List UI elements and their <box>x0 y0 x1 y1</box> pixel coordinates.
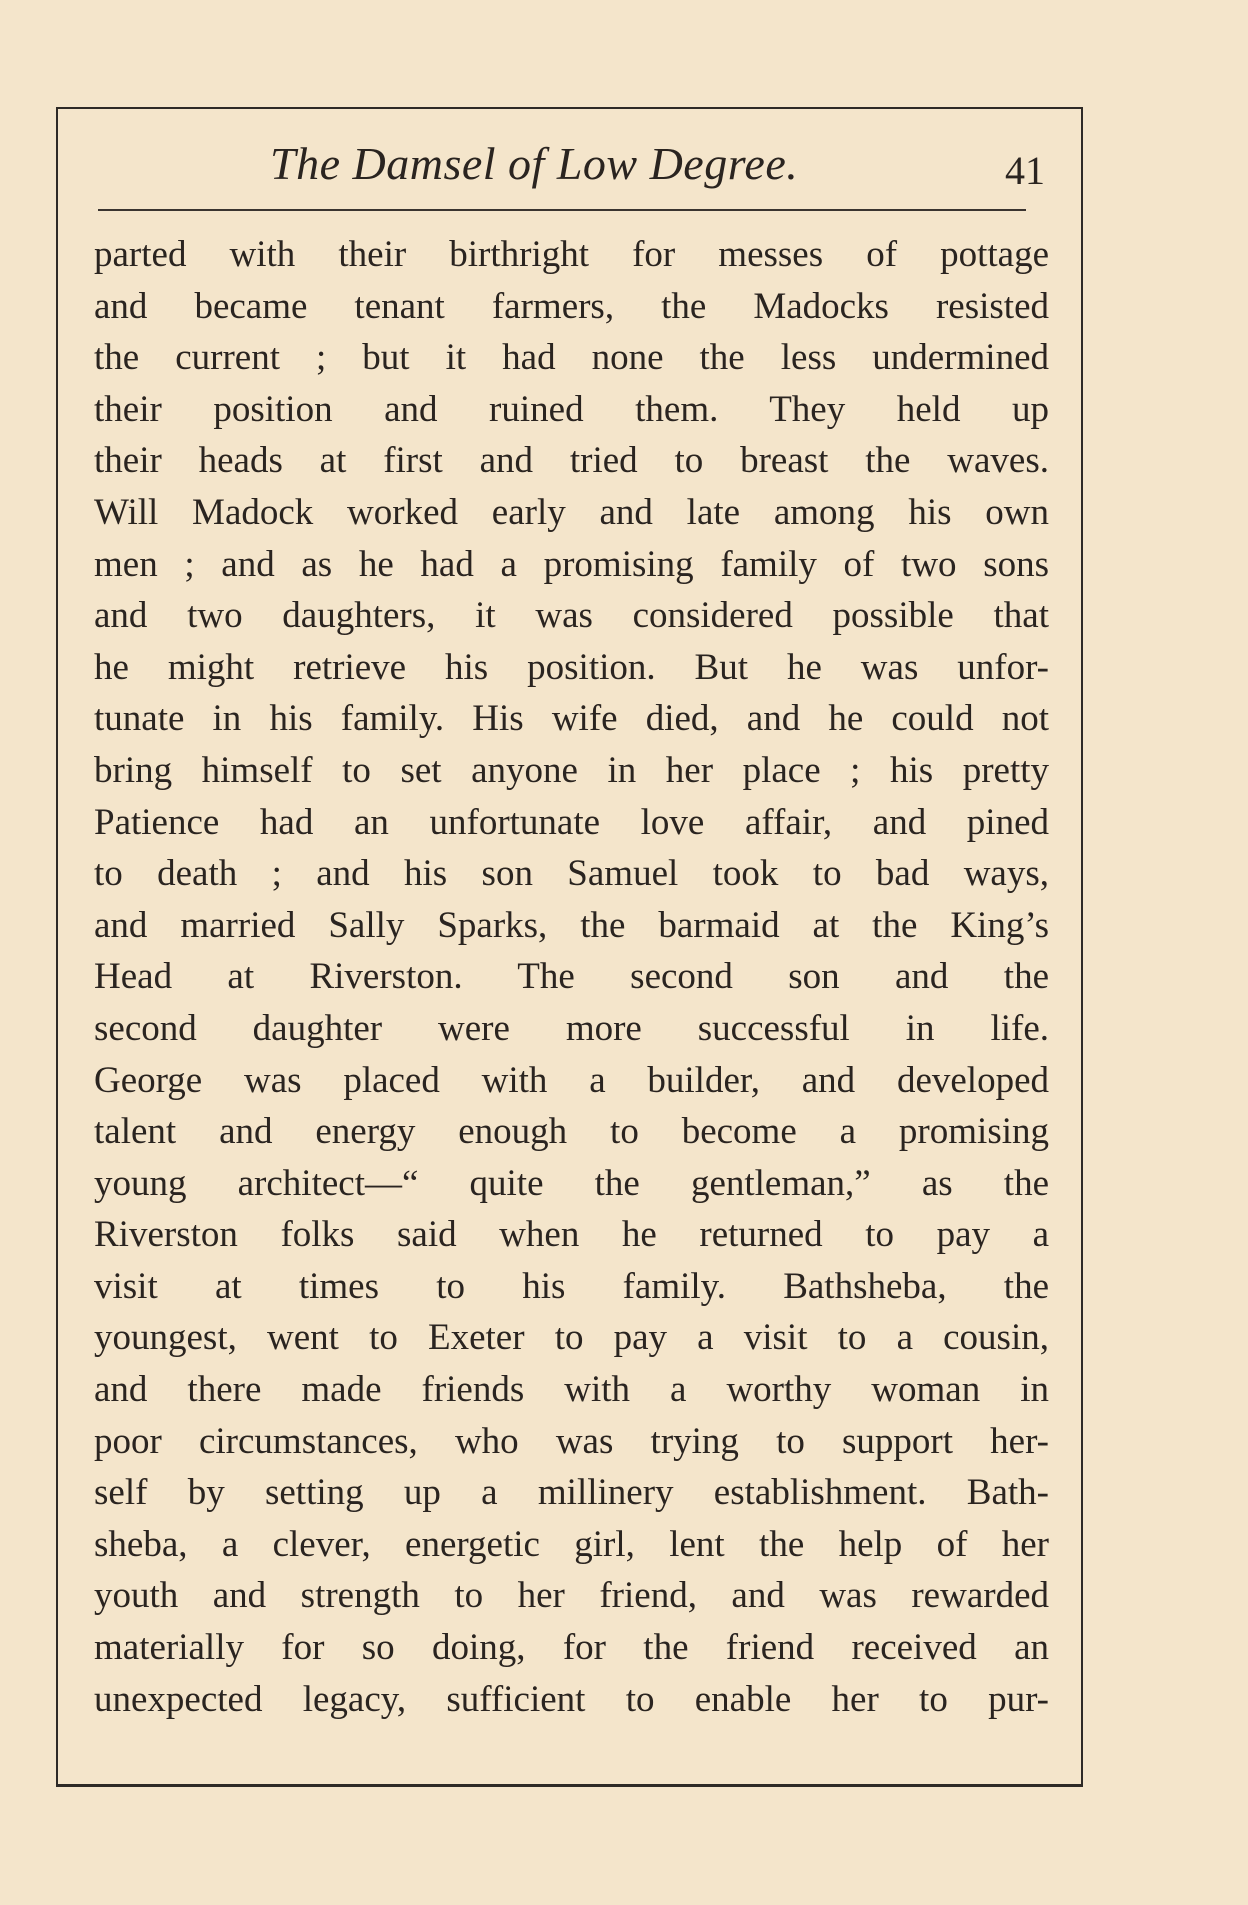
text-line: the current ; but it had none the less undermined <box>94 337 1049 379</box>
header-rule <box>98 209 1026 211</box>
text-line: young architect—“ quite the gentleman,” as the <box>94 1162 1049 1204</box>
text-line: and there made friends with a worthy woman in <box>94 1369 1049 1411</box>
text-line: Will Madock worked early and late among his own <box>94 491 1049 533</box>
text-line: unexpected legacy, sufficient to enable her to pur- <box>94 1678 1049 1720</box>
text-line: self by setting up a millinery establishment. Bath- <box>94 1472 1049 1514</box>
text-line: second daughter were more successful in life. <box>94 1007 1049 1049</box>
text-line: tunate in his family. His wife died, and he could not <box>94 698 1049 740</box>
text-line: youngest, went to Exeter to pay a visit to a cousin, <box>94 1317 1049 1359</box>
body-text <box>94 229 1049 1725</box>
text-line: Patience had an unfortunate love affair, and pined <box>94 801 1049 843</box>
text-line: parted with their birthright for messes of pottage <box>94 234 1049 275</box>
text-line: and became tenant farmers, the Madocks resisted <box>94 285 1049 327</box>
text-line: George was placed with a builder, and developed <box>94 1059 1049 1101</box>
text-line: youth and strength to her friend, and was rewarded <box>94 1575 1049 1617</box>
text-line: and married Sally Sparks, the barmaid at the King’s <box>94 904 1049 946</box>
text-line: sheba, a clever, energetic girl, lent the help of her <box>94 1523 1049 1565</box>
text-line: materially for so doing, for the friend received an <box>94 1627 1049 1669</box>
text-line: and two daughters, it was considered possible that <box>94 595 1049 637</box>
text-line: their position and ruined them. They held up <box>94 388 1049 430</box>
text-line: he might retrieve his position. But he was unfor- <box>94 646 1049 688</box>
running-title: The Damsel of Low Degree. <box>270 138 799 189</box>
text-line: Head at Riverston. The second son and the <box>94 956 1049 998</box>
page-number: 41 <box>1005 148 1045 193</box>
text-line: to death ; and his son Samuel took to bad ways, <box>94 853 1049 895</box>
text-line: talent and energy enough to become a promising <box>94 1111 1049 1153</box>
text-line: men ; and as he had a promising family of two sons <box>94 543 1049 585</box>
text-line: visit at times to his family. Bathsheba, the <box>94 1265 1049 1307</box>
text-line: bring himself to set anyone in her place ; his pretty <box>94 749 1049 791</box>
text-line: Riverston folks said when he returned to pay a <box>94 1214 1049 1256</box>
page-frame <box>56 107 1083 1787</box>
text-line: their heads at first and tried to breast the waves. <box>94 440 1049 482</box>
text-line: poor circumstances, who was trying to support her- <box>94 1420 1049 1462</box>
running-head <box>58 129 1081 199</box>
